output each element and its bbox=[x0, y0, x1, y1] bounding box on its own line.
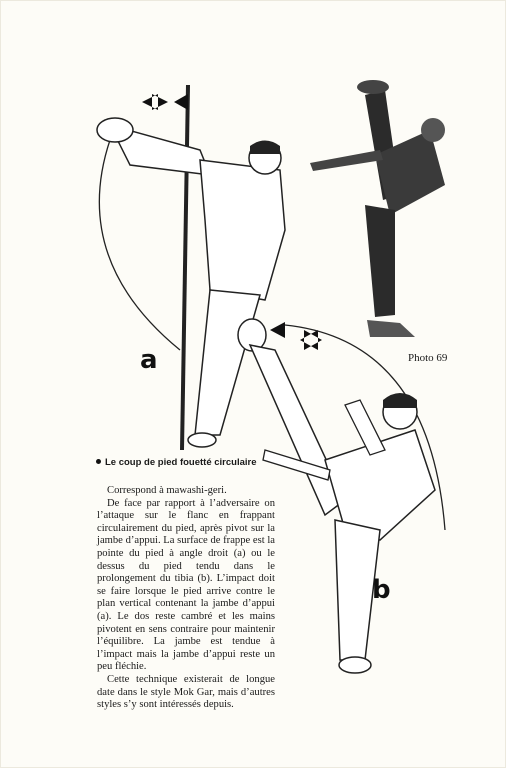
body-text bbox=[97, 485, 275, 712]
paragraph: Cette technique existerait de longue date dans le style Mok Gar, mais d’autres styles s’y sont intéressés depuis. bbox=[97, 673, 275, 711]
paragraph: Correspond à mawashi-geri. bbox=[107, 485, 227, 496]
paragraph: De face par rapport à l’adversaire on l’attaque sur le flanc en frappant circulairement du pied, après pivot sur la jambe d’appui. La surface de frappe est la pointe du pied à angle droit (a) ou le dessus du pied tendu dans le prolongement du tibia (b). L’impact doit se faire lorsque le pied arrive contre le plan vertical contenant la jambe d’appui (a). Le dos reste cambré et les mains pivotent en sens contraire pour maintenir l’équilibre. La jambe est tendue à l’impact mais la jambe d’appui reste un peu fléchie. bbox=[97, 497, 275, 673]
figure-b-label: b bbox=[372, 575, 391, 605]
figure-a-label: a bbox=[140, 345, 158, 375]
section-title: Le coup de pied fouetté circulaire bbox=[105, 457, 257, 468]
photo-caption: Photo 69 bbox=[408, 352, 448, 364]
bullet-icon bbox=[96, 459, 101, 464]
